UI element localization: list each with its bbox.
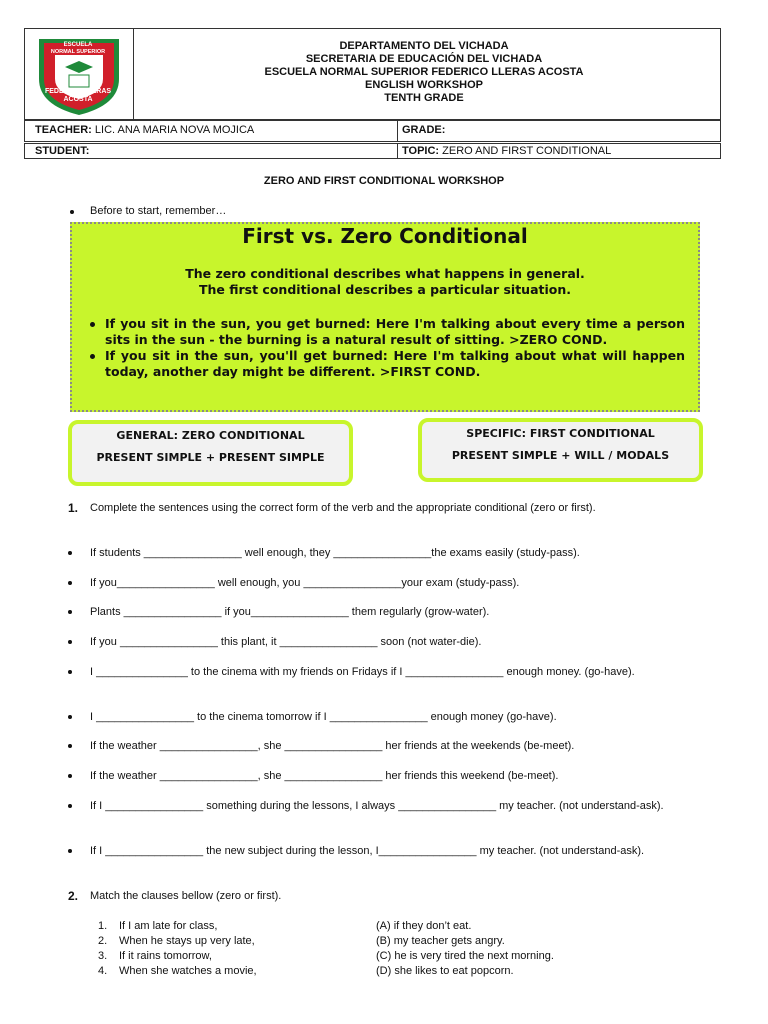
header-line: DEPARTAMENTO DEL VICHADA — [339, 40, 509, 52]
green-box-subtitle — [70, 266, 700, 298]
exercise-item — [90, 799, 720, 814]
bullet-dot — [90, 354, 95, 359]
exercise-text: If the weather ________________, she ________________ her friends this weekend (be-meet). — [90, 770, 559, 782]
match-left-text: If it rains tomorrow, — [119, 950, 212, 962]
header-line: SECRETARIA DE EDUCACIÓN DEL VICHADA — [305, 53, 543, 65]
match-left-text: When she watches a movie, — [119, 965, 257, 977]
cell-divider — [397, 121, 398, 141]
specific-conditional-box — [418, 418, 703, 482]
bullet-dot — [68, 640, 72, 644]
green-list-item — [105, 348, 685, 380]
green-list-item — [105, 316, 685, 348]
topic-label: TOPIC: — [402, 145, 440, 157]
match-right-text: (A) if they don’t eat. — [376, 920, 472, 932]
topic-cell — [402, 145, 611, 157]
match-left-number: 2. — [98, 935, 108, 947]
cell-divider — [397, 144, 398, 158]
section2-instruction: Match the clauses bellow (zero or first). — [90, 890, 282, 902]
match-left-text: If I am late for class, — [119, 920, 218, 932]
school-logo-cell — [24, 28, 134, 120]
exercise-text: If I ________________ something during the lessons, I always ________________ my teacher. (not understand-ask). — [90, 800, 664, 812]
specific-title: SPECIFIC: FIRST CONDITIONAL — [466, 427, 655, 440]
bullet-dot — [70, 210, 74, 214]
logo-bottom-text: FEDERICO LLERAS — [44, 88, 112, 95]
logo-top-text-2: NORMAL SUPERIOR — [50, 49, 106, 55]
match-right-text: (D) she likes to eat popcorn. — [376, 965, 514, 977]
workshop-title: ZERO AND FIRST CONDITIONAL WORKSHOP — [263, 175, 505, 187]
section-number: 2. — [68, 889, 79, 903]
logo-top-text: ESCUELA — [63, 42, 93, 48]
teacher-value: LIC. ANA MARIA NOVA MOJICA — [94, 124, 255, 136]
bullet-dot — [90, 322, 95, 327]
general-body: PRESENT SIMPLE + PRESENT SIMPLE — [96, 451, 325, 464]
header-line: ENGLISH WORKSHOP — [365, 79, 483, 91]
match-left-number: 3. — [98, 950, 108, 962]
match-left-number: 4. — [98, 965, 108, 977]
intro-bullet: Before to start, remember… — [90, 205, 227, 217]
exercise-text: If students ________________ well enough, they ________________the exams easily (study-pass). — [90, 547, 580, 559]
match-left-text: When he stays up very late, — [119, 935, 255, 947]
general-title: GENERAL: ZERO CONDITIONAL — [116, 429, 305, 442]
student-label: STUDENT: — [35, 145, 90, 157]
match-left-number: 1. — [98, 920, 108, 932]
student-row — [24, 143, 721, 159]
bullet-dot — [68, 744, 72, 748]
green-list-text: If you sit in the sun, you get burned: Here I'm talking about every time a person sits in the sun - the burning is a natural result of sitting. >ZERO COND. — [105, 316, 685, 347]
exercise-text: If you ________________ this plant, it ________________ soon (not water-die). — [90, 636, 482, 648]
general-conditional-box — [68, 420, 353, 486]
exercise-item — [90, 546, 720, 561]
green-sub-line: The first conditional describes a particular situation. — [198, 282, 571, 297]
exercise-text: If the weather ________________, she ________________ her friends at the weekends (be-meet). — [90, 740, 575, 752]
teacher-label: TEACHER: — [35, 124, 92, 136]
bullet-dot — [68, 804, 72, 808]
bullet-dot — [68, 774, 72, 778]
specific-body: PRESENT SIMPLE + WILL / MODALS — [451, 449, 670, 462]
match-right-text: (B) my teacher gets angry. — [376, 935, 505, 947]
exercise-text: If I ________________ the new subject during the lesson, I________________ my teacher. (not understand-ask). — [90, 845, 645, 857]
green-box-list — [105, 316, 685, 380]
header-line: ESCUELA NORMAL SUPERIOR FEDERICO LLERAS ACOSTA — [264, 66, 584, 78]
topic-value: ZERO AND FIRST CONDITIONAL — [442, 145, 612, 157]
grade-label: GRADE: — [402, 124, 446, 136]
logo-bottom-text-2: ACOSTA — [63, 96, 93, 103]
section-number: 1. — [68, 501, 79, 515]
header-line: TENTH GRADE — [384, 92, 464, 104]
header-lines — [134, 40, 714, 105]
bullet-dot — [68, 551, 72, 555]
green-box-title: First vs. Zero Conditional — [242, 224, 528, 248]
exercise-text: If you________________ well enough, you ________________your exam (study-pass). — [90, 577, 520, 589]
exercise-item — [90, 844, 720, 859]
teacher-cell — [35, 124, 254, 136]
green-list-text: If you sit in the sun, you'll get burned: Here I'm talking about what will happen today, another day might be different. >FIRST COND. — [105, 348, 685, 379]
exercise-item — [90, 739, 720, 754]
exercise-text: Plants ________________ if you________________ them regularly (grow-water). — [90, 606, 490, 618]
exercise-text: I ________________ to the cinema tomorrow if I ________________ enough money (go-have). — [90, 711, 557, 723]
green-sub-line: The zero conditional describes what happens in general. — [185, 266, 585, 281]
teacher-row — [24, 120, 721, 142]
exercise-item — [90, 635, 720, 650]
exercise-item — [90, 665, 720, 680]
bullet-dot — [68, 610, 72, 614]
bullet-dot — [68, 715, 72, 719]
exercise-text: I _______________ to the cinema with my friends on Fridays if I ________________ enough money. (go-have). — [90, 666, 635, 678]
bullet-dot — [68, 581, 72, 585]
exercise-item — [90, 710, 720, 725]
bullet-dot — [68, 670, 72, 674]
exercise-item — [90, 769, 720, 784]
exercise-item — [90, 605, 720, 620]
section1-instruction: Complete the sentences using the correct form of the verb and the appropriate conditional (zero or first). — [90, 502, 596, 514]
bullet-dot — [68, 849, 72, 853]
exercise-item — [90, 576, 720, 591]
match-right-text: (C) he is very tired the next morning. — [376, 950, 554, 962]
